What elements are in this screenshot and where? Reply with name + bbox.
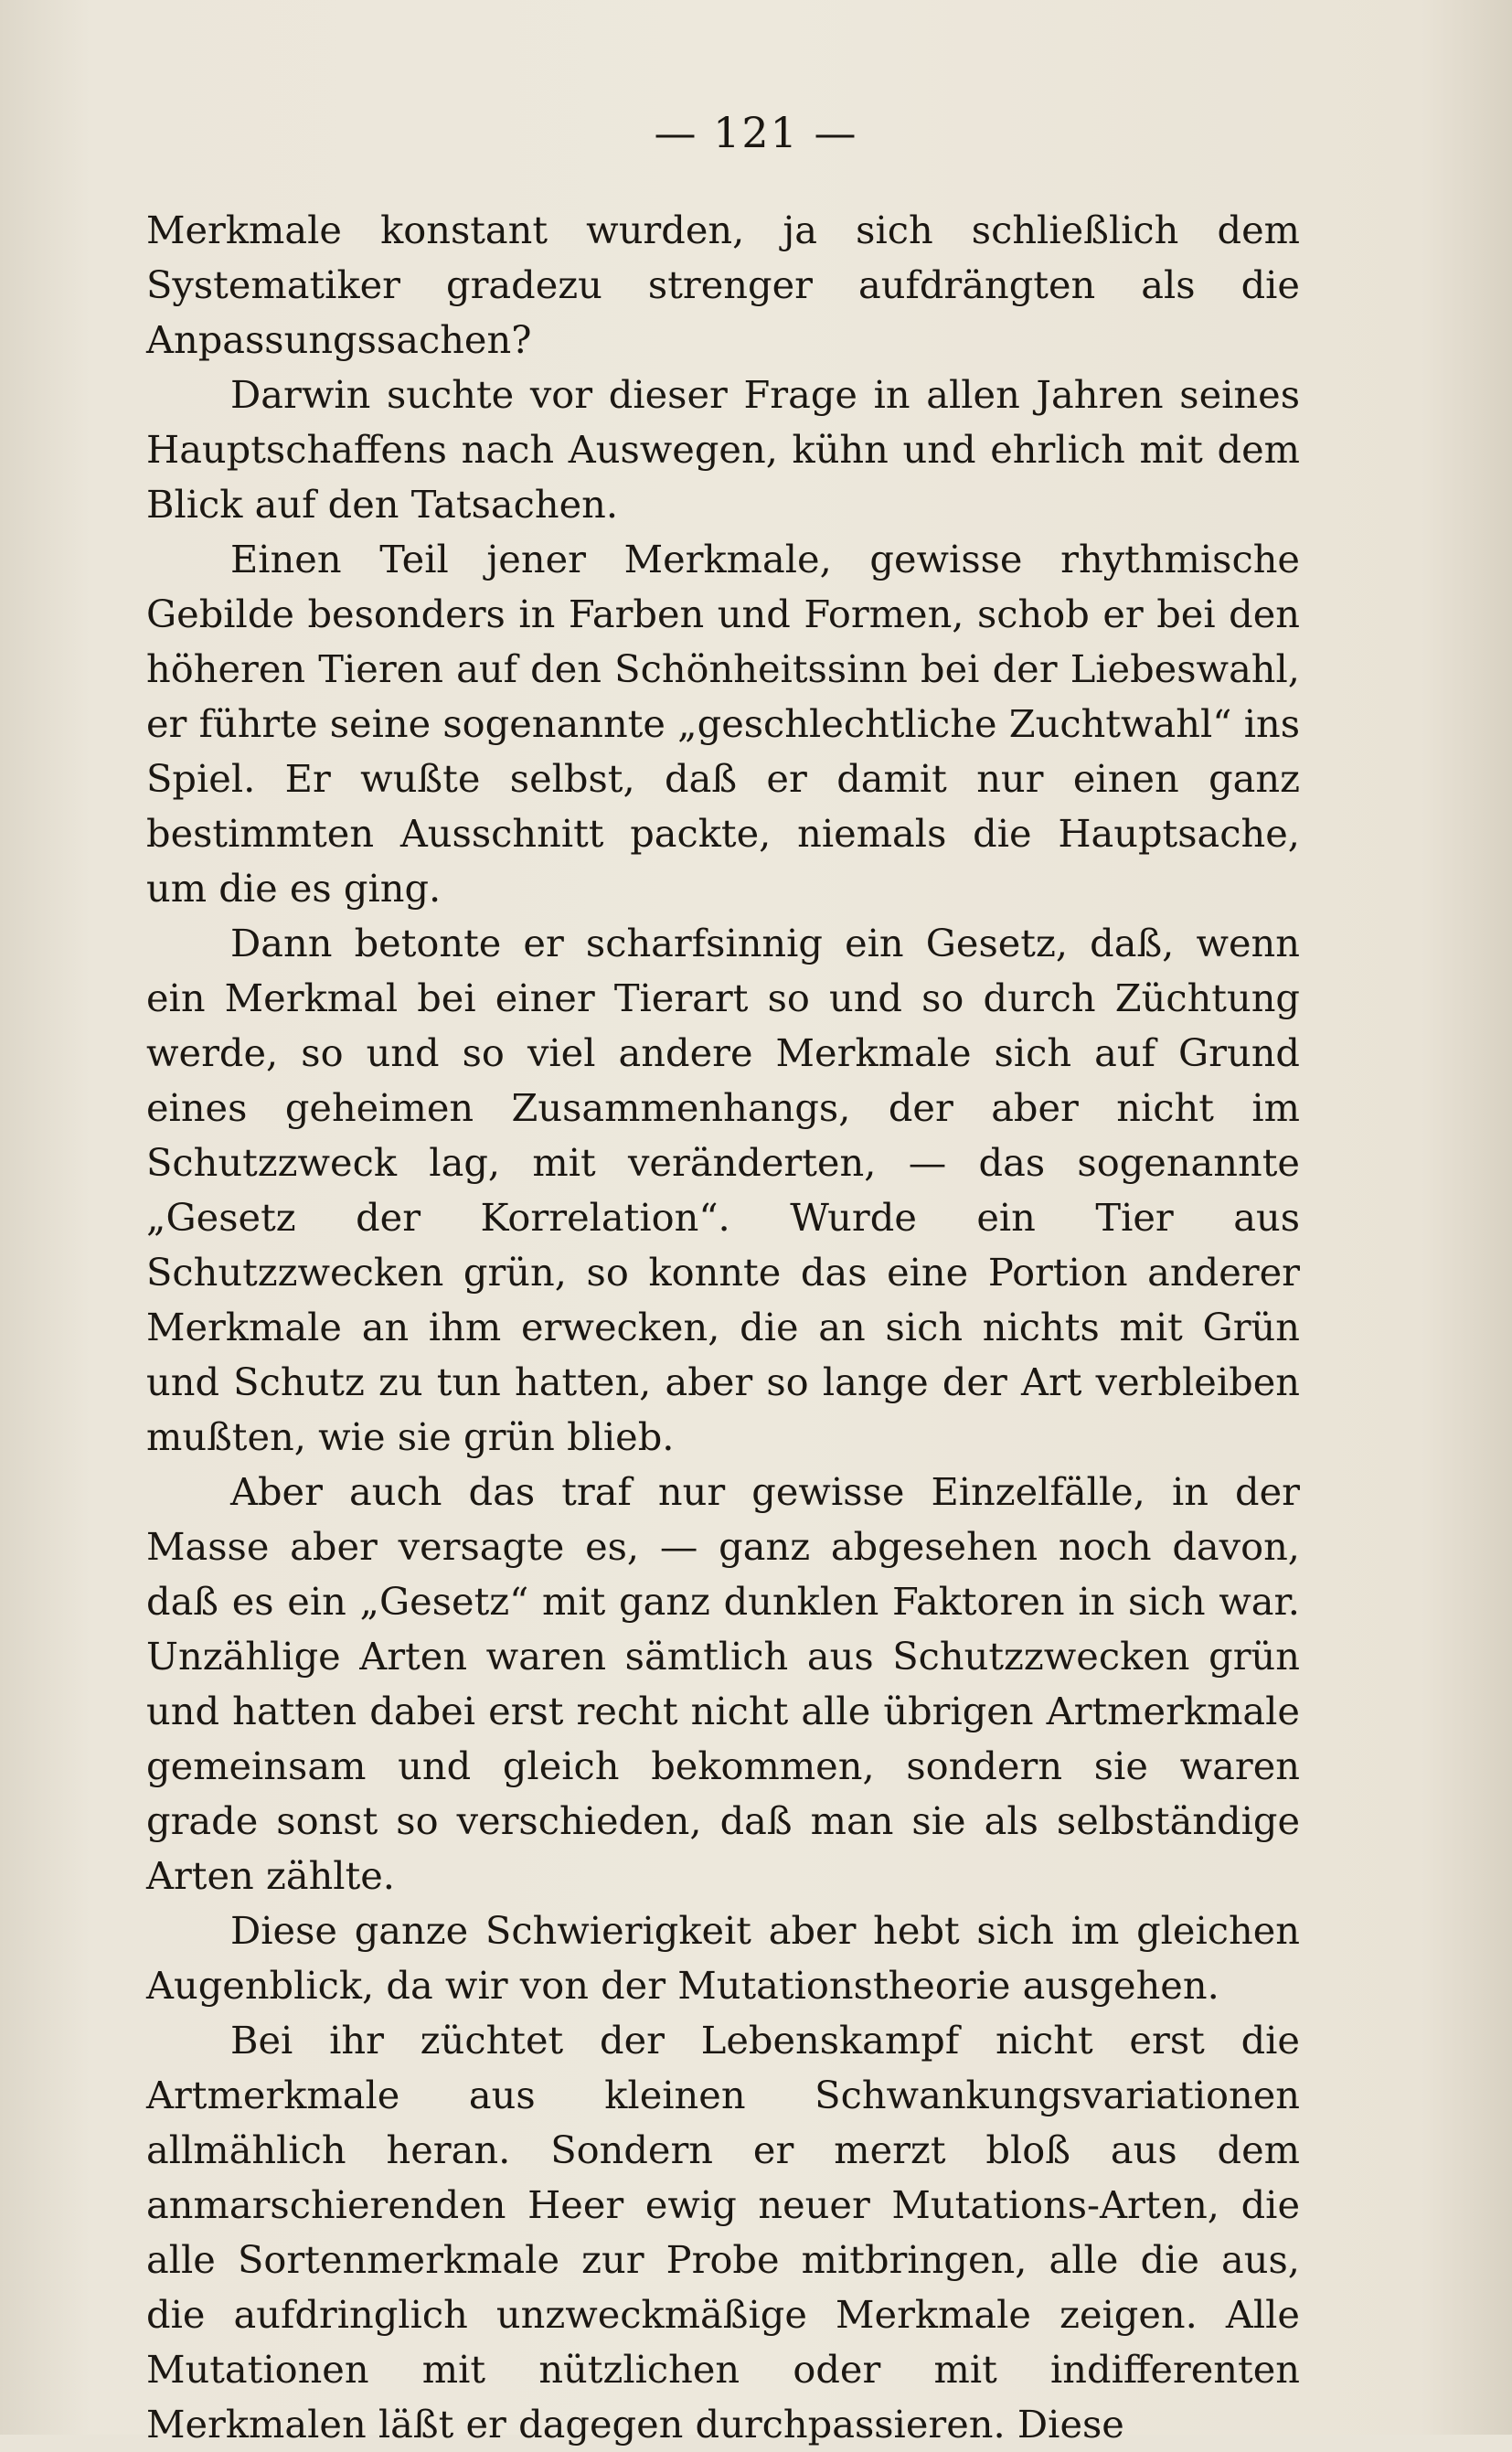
paragraph: Aber auch das traf nur gewisse Einzelfälle, in der Masse aber versagte es, — ganz abgesehen noch davon, daß es ein „Gesetz“ mit ganz dunklen Faktoren in sich war. Unzählige Arten waren sämtlich aus Schutzzwecken grün und hatten dabei erst recht nicht alle übrigen Artmerkmale gemeinsam und gleich bekommen, sondern sie waren grade sonst so verschieden, daß man sie als selbständige Arten zählte. — [146, 1469, 1300, 1898]
body-text — [146, 203, 1300, 2452]
paragraph: Darwin suchte vor dieser Frage in allen Jahren seines Hauptschaffens nach Auswegen, kühn und ehrlich mit dem Blick auf den Tatsachen. — [146, 372, 1300, 527]
paragraph: Dann betonte er scharfsinnig ein Gesetz, daß, wenn ein Merkmal bei einer Tierart so und so durch Züchtung werde, so und so viel andere Merkmale sich auf Grund eines geheimen Zusammenhangs, der aber nicht im Schutzzweck lag, mit veränderten, — das sogenannte „Gesetz der Korrelation“. Wurde ein Tier aus Schutzzwecken grün, so konnte das eine Portion anderer Merkmale an ihm erwecken, die an sich nichts mit Grün und Schutz zu tun hatten, aber so lange der Art verbleiben mußten, wie sie grün blieb. — [146, 921, 1300, 1459]
paragraph-continuation: Merkmale konstant wurden, ja sich schließlich dem Systematiker gradezu strenger aufdrängten als die Anpassungssachen? — [146, 208, 1300, 362]
paragraph: Einen Teil jener Merkmale, gewisse rhythmische Gebilde besonders in Farben und Formen, schob er bei den höheren Tieren auf den Schönheitssinn bei der Liebeswahl, er führte seine sogenannte „geschlechtliche Zuchtwahl“ ins Spiel. Er wußte selbst, daß er damit nur einen ganz bestimmten Ausschnitt packte, niemals die Hauptsache, um die es ging. — [146, 537, 1300, 911]
paragraph: Diese ganze Schwierigkeit aber hebt sich im gleichen Augenblick, da wir von der Mutationstheorie ausgehen. — [146, 1908, 1300, 2008]
page-number: — 121 — — [654, 108, 858, 157]
paragraph: Bei ihr züchtet der Lebenskampf nicht erst die Artmerkmale aus kleinen Schwankungsvariationen allmählich heran. Sondern er merzt bloß aus dem anmarschierenden Heer ewig neuer Mutations-Arten, die alle Sortenmerkmale zur Probe mitbringen, alle die aus, die aufdringlich unzweckmäßige Merkmale zeigen. Alle Mutationen mit nützlichen oder mit indifferenten Merkmalen läßt er dagegen durchpassieren. Diese — [146, 2018, 1300, 2447]
